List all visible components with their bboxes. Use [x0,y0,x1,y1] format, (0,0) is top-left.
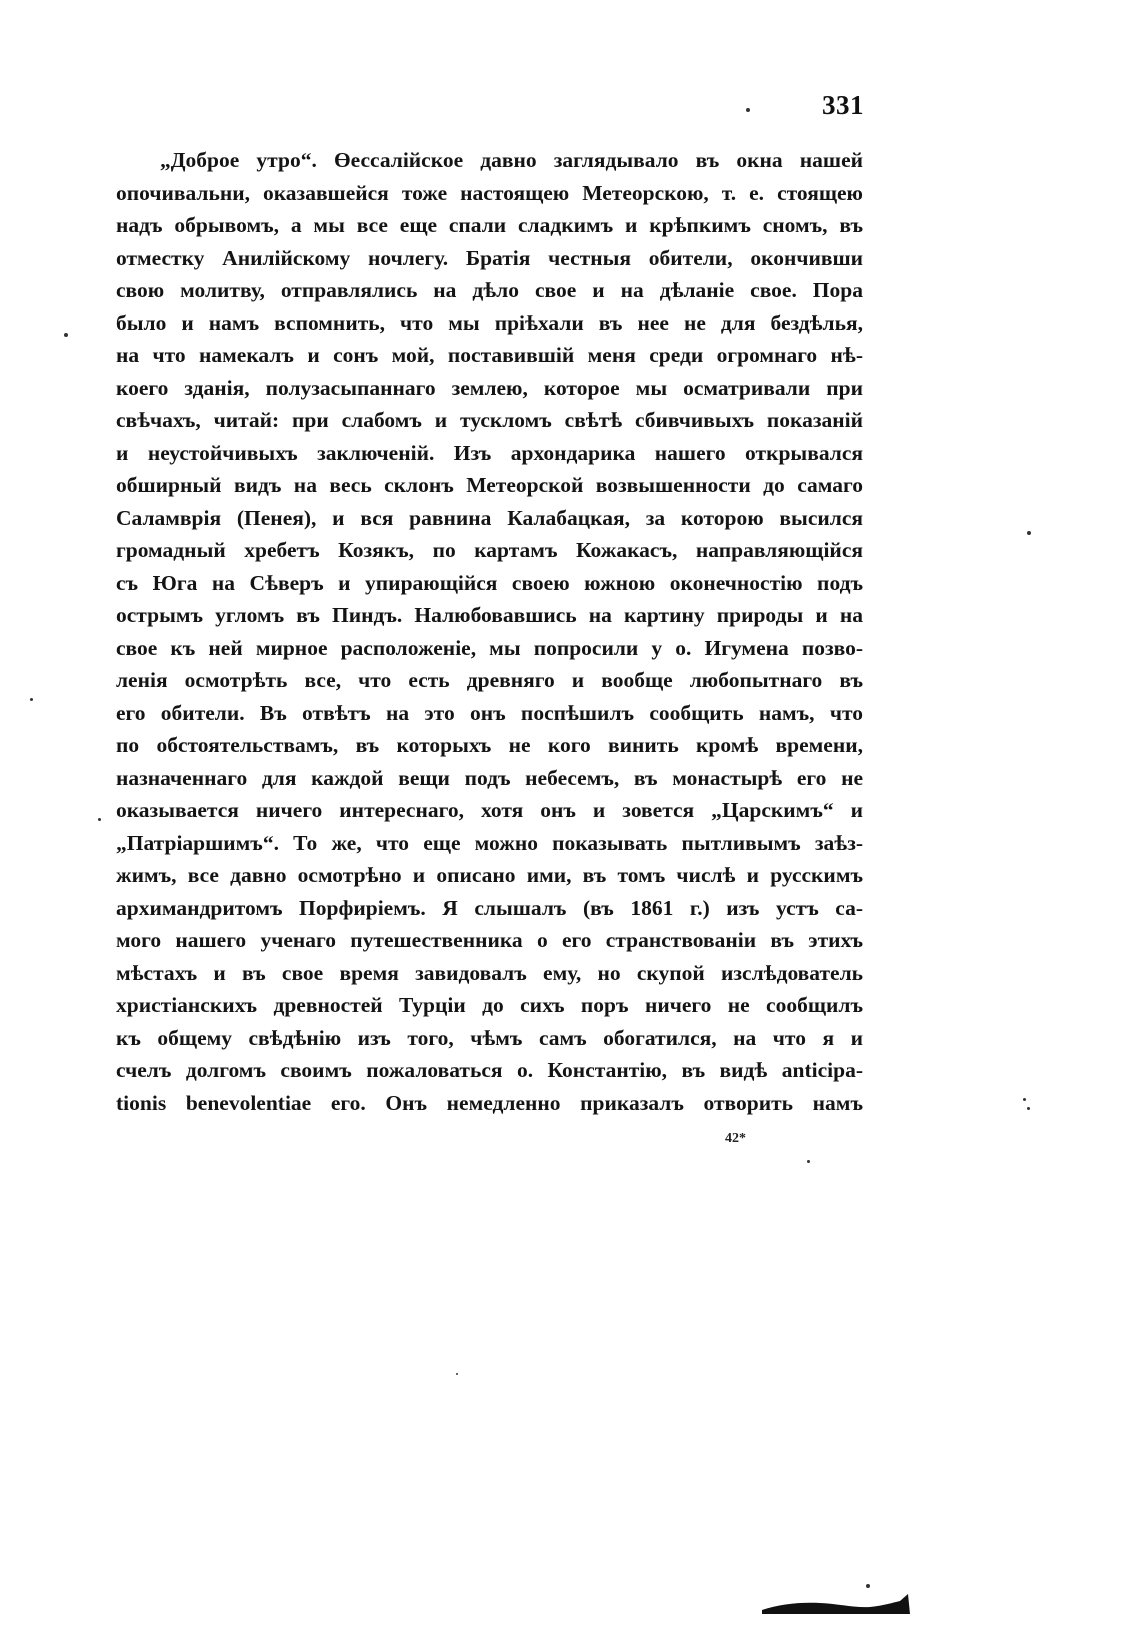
scan-edge-mark [760,1592,910,1616]
text-line: къ общему свѣдѣнію изъ того, чѣмъ самъ обогатился, на что я и [116,1025,863,1050]
text-line: счелъ долгомъ своимъ пожаловаться о. Константію, въ видѣ anticipa- [116,1058,863,1082]
scan-speck [746,108,750,112]
text-line: надъ обрывомъ, а мы все еще спали сладкимъ и крѣпкимъ сномъ, въ [116,213,863,237]
text-line: острымъ угломъ въ Пиндъ. Налюбовавшись на картину природы и на [116,603,863,627]
text-line: „Патріаршимъ“. То же, что еще можно показывать пытливымъ заѣз- [116,830,863,855]
scan-speck [30,698,33,701]
text-line: коего зданія, полузасыпаннаго землею, которое мы осматривали при [116,375,863,400]
text-line: мого нашего ученаго путешественника о его странствованіи въ этихъ [116,928,863,952]
text-line: на что намекалъ и сонъ мой, поставившій меня среди огромнаго нѣ- [116,343,863,367]
scan-speck [866,1584,870,1588]
text-line: по обстоятельствамъ, въ которыхъ не кого винить кромѣ времени, [116,733,863,757]
text-line: свѣчахъ, читай: при слабомъ и тускломъ свѣтѣ сбивчивыхъ показаній [116,408,863,432]
scan-speck [456,1373,458,1375]
text-line: ленія осмотрѣть все, что есть древняго и вообще любопытнаго въ [116,668,863,692]
text-line: отместку Анилійскому ночлегу. Братія честныя обители, окончивши [116,245,863,270]
text-line: его обители. Въ отвѣтъ на это онъ поспѣшилъ сообщить намъ, что [116,700,863,725]
text-line: мѣстахъ и въ свое время завидовалъ ему, но скупой изслѣдователь [116,960,863,985]
text-line: свою молитву, отправлялись на дѣло свое и на дѣланіе свое. Пора [116,278,863,302]
scan-speck [807,1160,810,1163]
text-line: жимъ, все давно осмотрѣно и описано ими, въ томъ числѣ и русскимъ [116,863,863,887]
scan-speck [1027,531,1031,535]
text-line: Саламврія (Пенея), и вся равнина Калабацкая, за которою высился [116,505,863,530]
page-number: 331 [822,90,864,120]
body-text [116,144,863,1119]
text-line: и неустойчивыхъ заключеній. Изъ архондарика нашего открывался [116,440,863,465]
scan-speck [1027,1107,1030,1110]
scan-speck [98,818,101,821]
text-line: свое къ ней мирное расположеніе, мы попросили у о. Игумена позво- [116,635,863,660]
text-line: съ Юга на Сѣверъ и упирающійся своею южною оконечностію подъ [116,570,863,595]
text-line: оказывается ничего интереснаго, хотя онъ и зовется „Царскимъ“ и [116,798,863,822]
scan-speck [64,333,68,337]
text-line: было и намъ вспомнить, что мы пріѣхали въ нее не для бездѣлья, [116,310,863,335]
text-line: христіанскихъ древностей Турціи до сихъ поръ ничего не сообщилъ [116,993,863,1017]
text-line: опочивальни, оказавшейся тоже настоящею Метеорскою, т. е. стоящею [116,180,863,205]
text-line: „Доброе утро“. Өессалійское давно заглядывало въ окна нашей [160,148,863,172]
text-line: архимандритомъ Порфиріемъ. Я слышалъ (въ 1861 г.) изъ устъ са- [116,895,863,920]
signature-mark: 42* [725,1131,746,1146]
text-line: громадный хребетъ Козякъ, по картамъ Кожакасъ, направляющійся [116,538,863,562]
text-line: обширный видъ на весь склонъ Метеорской возвышенности до самаго [116,473,863,497]
scan-speck [1023,1098,1026,1101]
text-line: tionis benevolentiae его. Онъ немедленно приказалъ отворить намъ [116,1090,863,1115]
text-line: назначеннаго для каждой вещи подъ небесемъ, въ монастырѣ его не [116,765,863,790]
